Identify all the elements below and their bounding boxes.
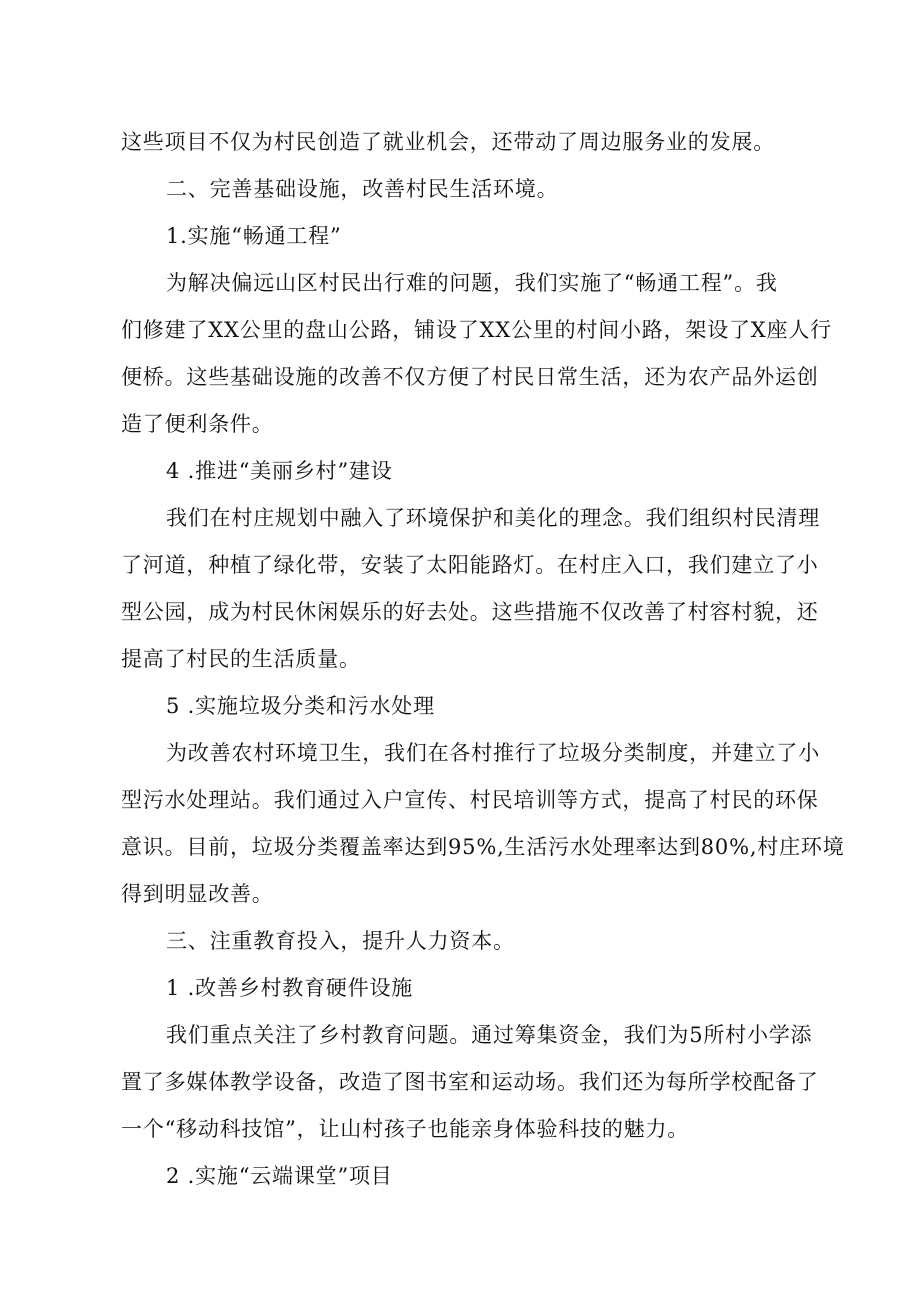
paragraph-line [0,545,920,585]
body-text: 我们重点关注了乡村教育问题。通过筹集资金，我们为5所村小学添 [166,1023,813,1047]
paragraph-line [0,1015,920,1055]
body-text: 为改善农村环境卫生，我们在各村推行了垃圾分类制度，并建立了小 [166,741,820,765]
body-text: 便桥。这些基础设施的改善不仅方便了村民日常生活，还为农产品外运创 [121,365,819,389]
paragraph-line [0,1062,920,1102]
body-text: 造了便利条件。 [121,412,274,436]
paragraph-line [0,357,920,397]
subsection-heading [0,968,920,1008]
paragraph-line [0,780,920,820]
subsection-heading-text: 5 .实施垃圾分类和污水处理 [166,694,435,718]
section-heading [0,169,920,209]
paragraph-line [0,122,920,162]
paragraph-line [0,639,920,679]
section-heading-text: 二、完善基础设施，改善村民生活环境。 [166,177,559,201]
subsection-heading-text: 1.实施“畅通工程” [166,224,342,248]
paragraph-line [0,874,920,914]
subsection-heading-text: 2 .实施“云端课堂”项目 [166,1164,393,1188]
paragraph-line [0,592,920,632]
subsection-heading [0,1156,920,1196]
subsection-heading [0,216,920,256]
paragraph-line [0,404,920,444]
subsection-heading [0,451,920,491]
body-text: 型污水处理站。我们通过入户宣传、村民培训等方式，提高了村民的环保 [121,788,819,812]
subsection-heading-text: 4 .推进“美丽乡村”建设 [166,459,393,483]
body-text: 型公园，成为村民休闲娱乐的好去处。这些措施不仅改善了村容村貌，还 [121,600,819,624]
body-text: 我们在村庄规划中融入了环境保护和美化的理念。我们组织村民清理 [166,506,820,530]
paragraph-line [0,310,920,350]
section-heading [0,921,920,961]
subsection-heading-text: 1 .改善乡村教育硬件设施 [166,976,414,1000]
body-text: 这些项目不仅为村民创造了就业机会，还带动了周边服务业的发展。 [121,130,775,154]
body-text: 置了多媒体教学设备，改造了图书室和运动场。我们还为每所学校配备了 [121,1070,819,1094]
body-text: 意识。目前，垃圾分类覆盖率达到95%,生活污水处理率达到80%,村庄环境 [121,835,845,859]
body-text: 提高了村民的生活质量。 [121,647,361,671]
body-text: 得到明显改善。 [121,882,274,906]
body-text: 了河道，种植了绿化带，安装了太阳能路灯。在村庄入口，我们建立了小 [121,553,819,577]
body-text: 们修建了XX公里的盘山公路，铺设了XX公里的村间小路，架设了X座人行 [121,318,832,342]
paragraph-line [0,827,920,867]
section-heading-text: 三、注重教育投入，提升人力资本。 [166,929,515,953]
paragraph-line [0,1109,920,1149]
body-text: 一个“移动科技馆”，让山村孩子也能亲身体验科技的魅力。 [121,1117,690,1141]
body-text: 为解决偏远山区村民出行难的问题，我们实施了“畅通工程”。我 [166,271,778,295]
paragraph-line [0,733,920,773]
paragraph-line [0,498,920,538]
paragraph-line [0,263,920,303]
subsection-heading [0,686,920,726]
